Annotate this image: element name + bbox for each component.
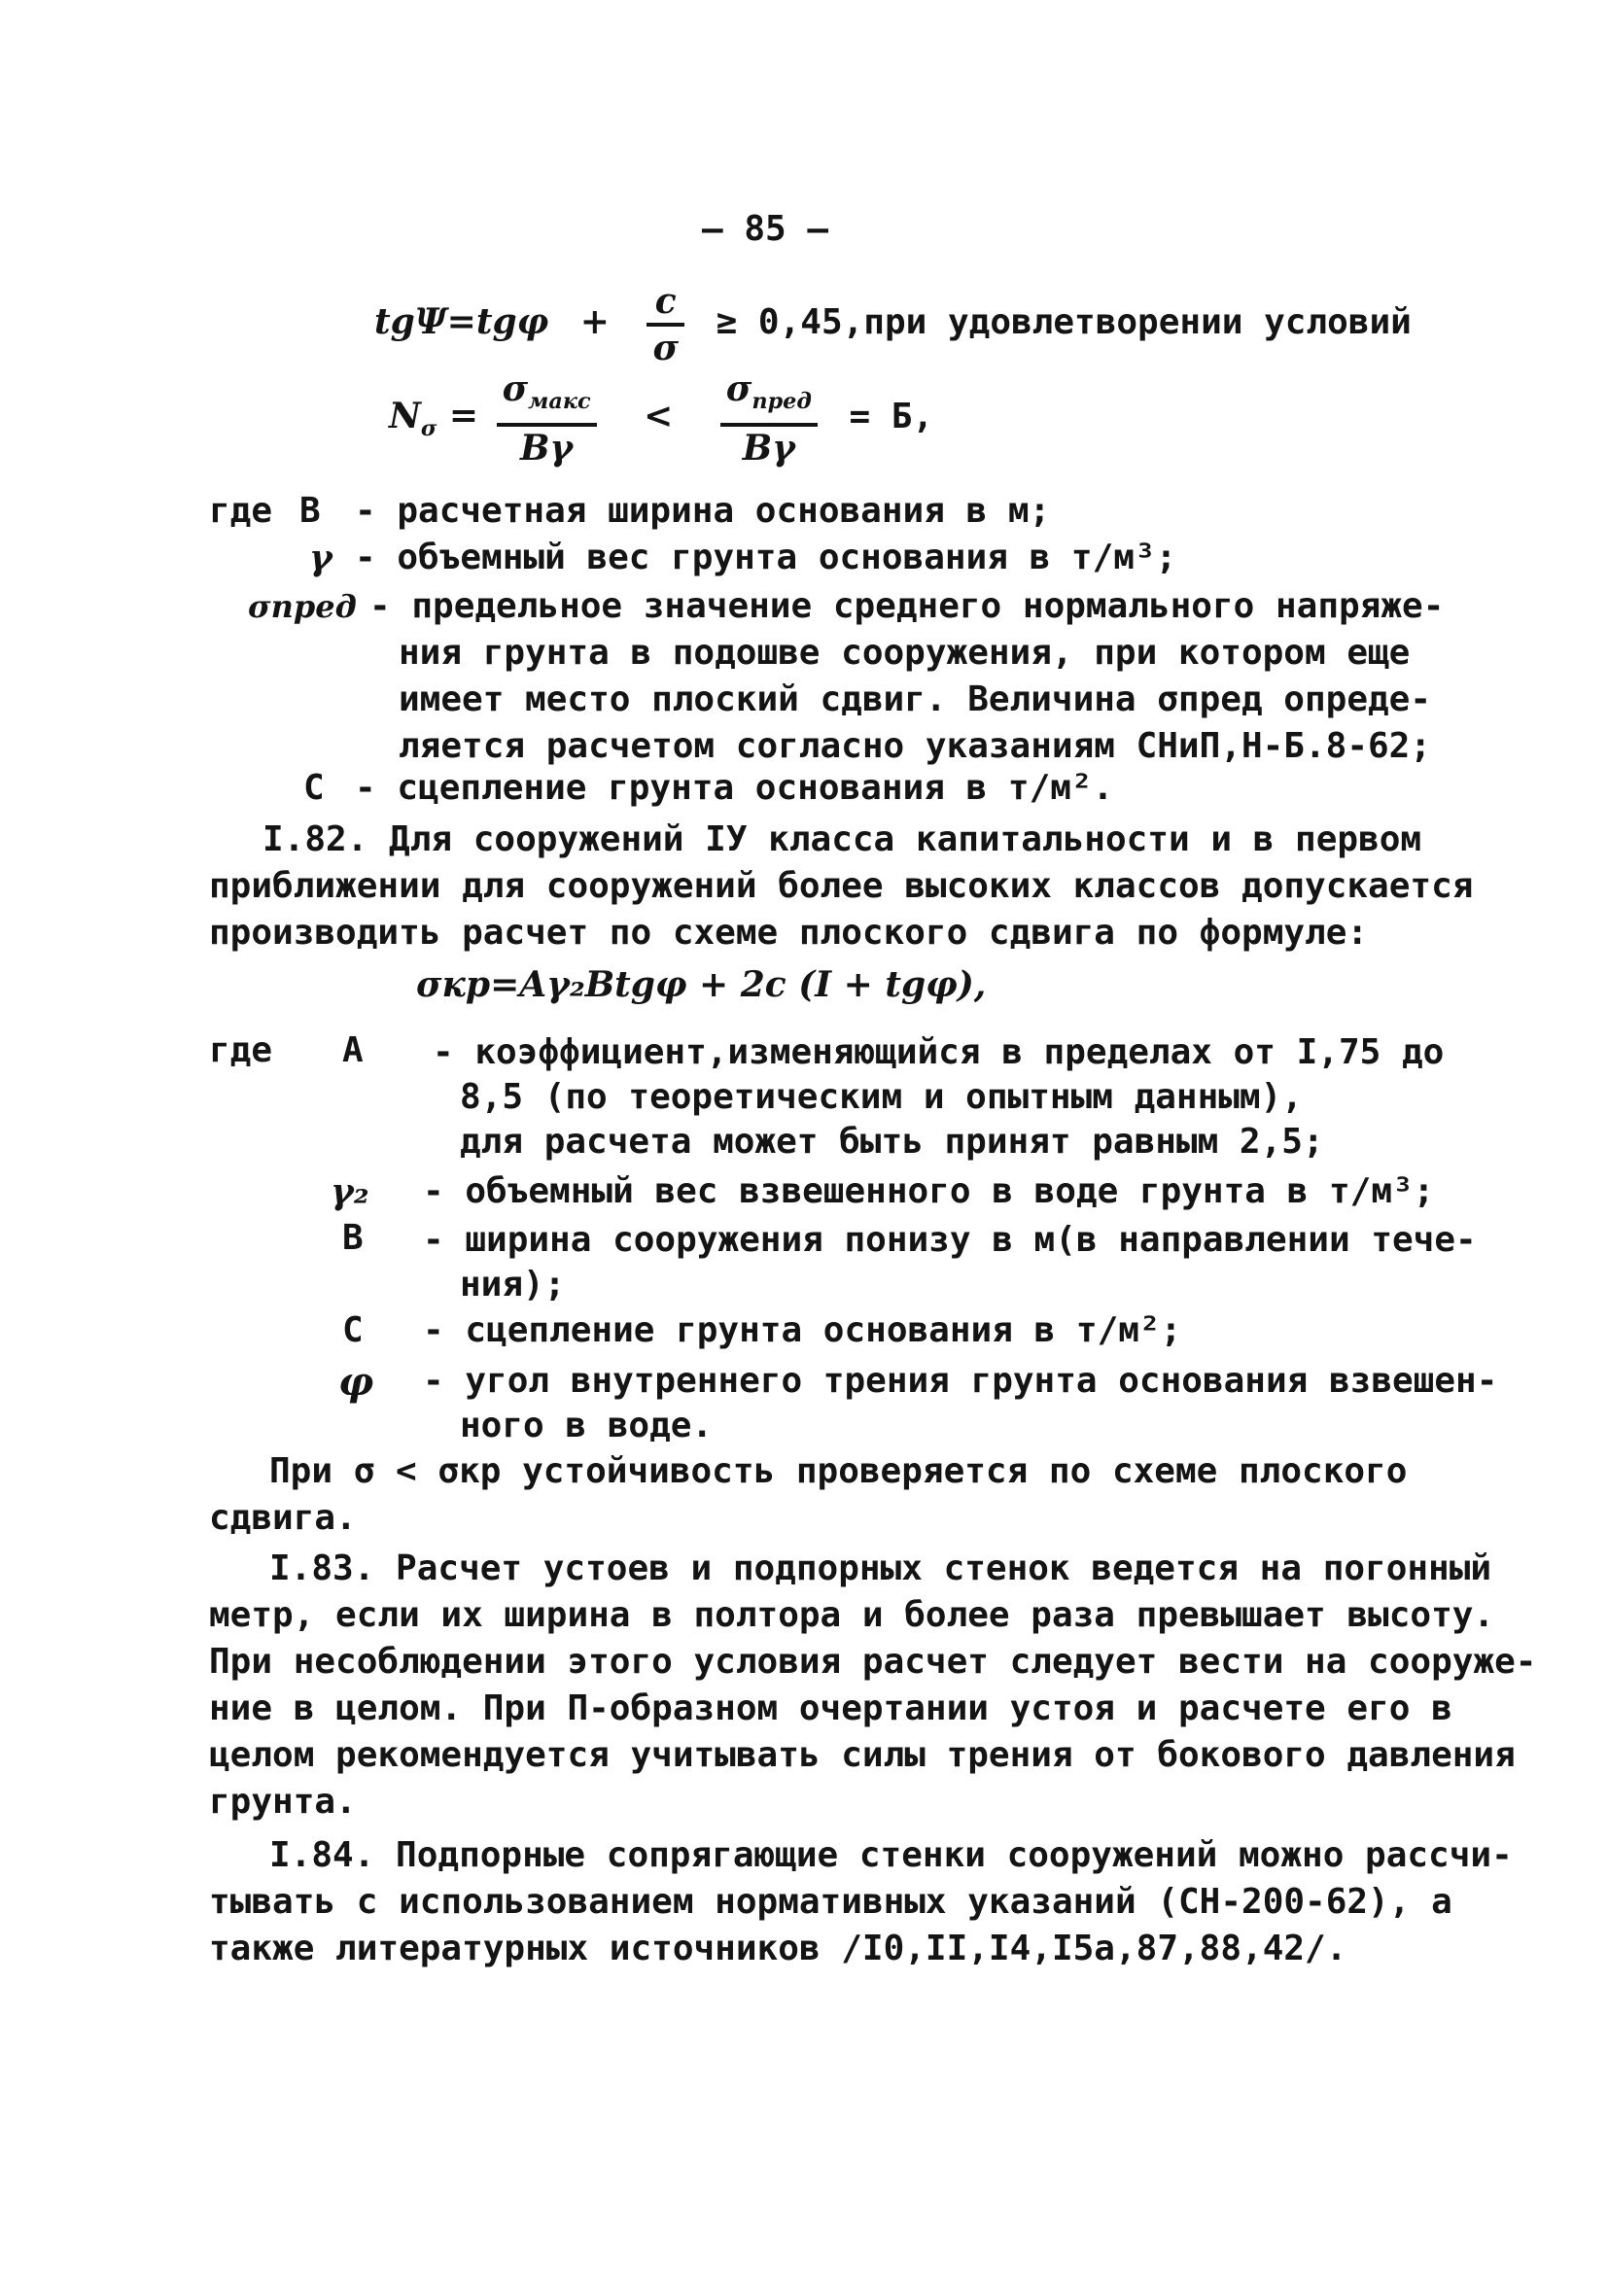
formula-1 — [374, 282, 1412, 367]
text-line: I.82. Для сооружений IУ класса капитальности и в первом — [262, 819, 1422, 859]
text-line: целом рекомендуется учитывать силы трения от бокового давления — [209, 1735, 1516, 1775]
where-2-sym-C: С — [342, 1310, 364, 1350]
formula-2 — [389, 369, 933, 468]
text-line: приближении для сооружений более высоких классов допускается — [209, 866, 1474, 906]
where-2-sym-gamma2: γ₂ — [331, 1171, 369, 1212]
text-line: 8,5 (по теоретическим и опытным данным), — [460, 1077, 1303, 1117]
text-line: грунта. — [209, 1782, 357, 1822]
formula-1-rhs: ≥ 0,45,при удовлетворении условий — [716, 302, 1412, 342]
formula-1-frac-den: σ — [652, 328, 680, 368]
stability-statement — [209, 1448, 1434, 1542]
text-line: При σ < σкр устойчивость проверяется по схеме плоского — [269, 1451, 1408, 1491]
where-1-text-gamma: - объемный вес грунта основания в т/м³; — [355, 538, 1177, 577]
formula-2-frac1-den: Bγ — [519, 428, 574, 470]
formula-1-lhs: tgΨ=tgφ — [374, 301, 549, 342]
text-line: имеет место плоский сдвиг. Величина σпред опреде- — [399, 679, 1432, 719]
where-2-text-A — [433, 1030, 1608, 1165]
text-line: производить расчет по схеме плоского сдвига по формуле: — [209, 913, 1369, 953]
where-1-sym-sigma-pred: σпред — [248, 588, 357, 625]
where-1-sym-gamma: γ — [309, 538, 332, 578]
where-1-text-B: - расчетная ширина основания в м; — [355, 491, 1051, 531]
formula-3: σкр=Aγ₂Btgφ + 2c (I + tgφ), — [416, 964, 987, 1005]
text-line: метр, если их ширина в полтора и более раза превышает высоту. — [209, 1595, 1495, 1635]
text-line: ного в воде. — [460, 1406, 714, 1445]
where-2-text-phi — [423, 1359, 1608, 1448]
formula-2-frac1-num: $\sigma_{макс}$ — [497, 369, 597, 427]
where-2-text-B — [423, 1218, 1608, 1307]
where-1-sym-C: С — [303, 768, 325, 808]
formula-2-lhs: $N_\sigma$ — [389, 395, 437, 441]
where-1-text-sigma-pred — [369, 583, 1608, 770]
page-number: — 85 — — [702, 209, 829, 249]
formula-2-frac2-den: Bγ — [742, 428, 795, 470]
text-line: ния); — [460, 1265, 566, 1305]
formula-1-plus: + — [579, 301, 610, 342]
text-line: сдвига. — [209, 1498, 357, 1538]
where-1-text-C: - сцепление грунта основания в т/м². — [355, 768, 1114, 808]
text-line: ния грунта в подошве сооружения, при котором еще — [399, 633, 1411, 673]
formula-2-fraction-1 — [497, 369, 597, 468]
text-line: - угол внутреннего трения грунта основания взвешен- — [423, 1361, 1498, 1401]
formula-1-frac-num: c — [647, 282, 684, 327]
formula-2-lt: < — [644, 395, 674, 436]
where-2-text-gamma2: - объемный вес взвешенного в воде грунта в т/м³; — [423, 1171, 1435, 1211]
formula-2-frac2-num: $\sigma_{пред}$ — [720, 369, 818, 427]
text-line: для расчета может быть принят равным 2,5; — [460, 1122, 1324, 1162]
text-line: I.84. Подпорные сопрягающие стенки сооружений можно рассчи- — [269, 1835, 1513, 1875]
formula-2-rhs: = Б, — [849, 396, 934, 436]
where-1-sym-B: В — [299, 491, 321, 531]
where-2-text-C: - сцепление грунта основания в т/м²; — [423, 1310, 1182, 1350]
where-2-label: где — [209, 1030, 273, 1070]
text-line: - коэффициент,изменяющийся в пределах от I,75 до — [433, 1032, 1445, 1072]
text-line: также литературных источников /I0,II,I4,I5а,87,88,42/. — [209, 1929, 1347, 1968]
text-line: I.83. Расчет устоев и подпорных стенок ведется на погонный — [269, 1548, 1492, 1588]
formula-1-fraction — [647, 282, 684, 367]
where-2-sym-A: A — [342, 1030, 364, 1070]
text-line: ляется расчетом согласно указаниям СНиП,Н-Б.8-62; — [399, 726, 1432, 766]
formula-2-fraction-2 — [720, 369, 818, 468]
text-line: - ширина сооружения понизу в м(в направлении тече- — [423, 1220, 1477, 1260]
text-line: тывать с использованием нормативных указаний (СН-200-62), а — [209, 1882, 1452, 1922]
text-line: ние в целом. При П-образном очертании устоя и расчете его в — [209, 1688, 1452, 1728]
where-2-sym-phi: φ — [338, 1359, 374, 1405]
paragraph-1-84 — [209, 1832, 1513, 1972]
paragraph-1-83 — [209, 1546, 1537, 1826]
text-line: - предельное значение среднего нормального напряже- — [369, 586, 1445, 626]
formula-2-eq: = — [448, 395, 479, 436]
paragraph-1-82 — [209, 817, 1474, 957]
text-line: При несоблюдении этого условия расчет следует вести на сооруже- — [209, 1642, 1537, 1682]
where-1-label: где — [209, 491, 273, 531]
where-2-sym-B: В — [342, 1218, 364, 1258]
